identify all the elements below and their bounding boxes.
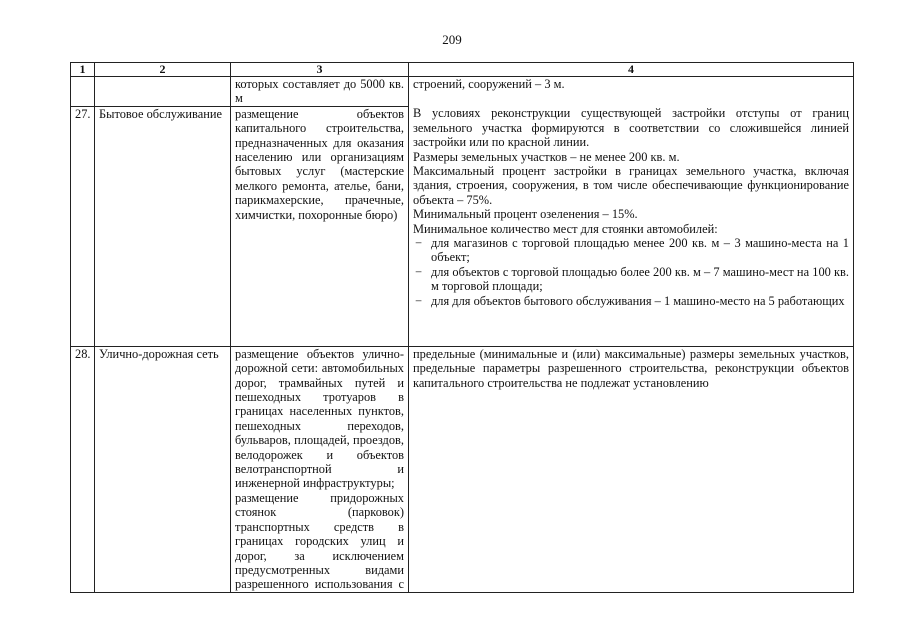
parameters-cell (409, 346, 854, 592)
table-row (71, 346, 854, 592)
use-type-description (231, 106, 409, 346)
dash-bullet: − (415, 264, 422, 279)
parameter-paragraph: Минимальный процент озеленения – 15%. (413, 207, 638, 222)
use-type-name: Улично-дорожная сеть (95, 346, 231, 592)
parameters-cell (409, 106, 854, 346)
cell-text-line: которых составляет до 5000 кв. (235, 77, 404, 91)
cell-text-line: велодорожек и объектов (235, 447, 404, 462)
cell-text-line: предназначенных для оказания (235, 135, 404, 150)
cell-text-line: бытовых услуг (мастерские (235, 164, 404, 179)
cell-text-line: стоянок (парковок) (235, 505, 404, 520)
table-cell (231, 77, 409, 107)
row-number: 28. (71, 346, 95, 592)
parking-requirements-list (413, 236, 849, 308)
cell-text-line: размещение объектов (235, 106, 404, 121)
list-item (413, 294, 849, 308)
cell-text-line: м (235, 91, 243, 106)
cell-text-line: пешеходных переходов, (235, 418, 404, 433)
cell-text-line: населению или организациям (235, 150, 404, 165)
cell-text-line: размещение объектов улично- (235, 346, 404, 361)
page-number: 209 (442, 32, 462, 47)
table-cell (95, 77, 231, 107)
list-item-text: для магазинов с торговой площадью менее 200 кв. м – 3 машино-места на 1 объект; (431, 235, 849, 265)
land-use-table (70, 62, 854, 593)
parameter-paragraph: Размеры земельных участков – не менее 200 кв. м. (413, 149, 680, 164)
cell-text-line: разрешенного использования с (235, 577, 404, 592)
cell-text-line: пешеходных тротуаров в (235, 390, 404, 405)
cell-text-line: капитального строительства, (235, 121, 404, 136)
list-item-text: для объектов с торговой площадью более 200 кв. м – 7 машино-мест на 100 кв. м торговой площади; (431, 264, 849, 294)
table-cell (71, 77, 95, 107)
list-item (413, 236, 849, 265)
use-type-name: Бытовое обслуживание (95, 106, 231, 346)
column-header: 2 (95, 63, 231, 77)
column-header: 4 (409, 63, 854, 77)
column-header: 1 (71, 63, 95, 77)
cell-text-line: дорожной сети: автомобильных (235, 361, 404, 376)
cell-text-line: строений, сооружений – 3 м. (413, 77, 565, 91)
parameter-paragraph: предельные (минимальные и (или) максимальные) размеры земельных участков, предельные параметры разрешенного строительства, реконструкции объектов капитального строительства не подлежат установлению (413, 346, 849, 390)
cell-text-line: предусмотренных видами (235, 562, 404, 577)
cell-text-line: парикмахерские, прачечные, (235, 193, 404, 208)
table-row (71, 77, 854, 107)
parameter-paragraph: В условиях реконструкции существующей застройки отступы от границ земельного участка формируются в соответствии со сложившейся линией застройки или по красной линии. (413, 106, 849, 150)
cell-text-line: дорог, за исключением (235, 548, 404, 563)
list-item-text: для для объектов бытового обслуживания – 1 машино-место на 5 работающих (431, 293, 845, 308)
cell-text-line: велотранспортной и (235, 462, 404, 477)
dash-bullet: − (415, 293, 422, 308)
parameter-paragraph: Максимальный процент застройки в границах земельного участка, включая здания, строения, сооружения, в том числе обеспечивающие функционирование объекта – 75%. (413, 163, 849, 207)
cell-text-line: размещение придорожных (235, 490, 404, 505)
table-row (71, 106, 854, 346)
cell-text-line: химчистки, похоронные бюро) (235, 207, 398, 222)
cell-text-line: транспортных средств в (235, 519, 404, 534)
row-number: 27. (71, 106, 95, 346)
cell-text-line: границах населенных пунктов, (235, 404, 404, 419)
use-type-description (231, 346, 409, 592)
column-header: 3 (231, 63, 409, 77)
cell-text-line: мелкого ремонта, ателье, бани, (235, 178, 404, 193)
list-item (413, 265, 849, 294)
parameter-paragraph: Минимальное количество мест для стоянки автомобилей: (413, 221, 718, 236)
table-cell (409, 77, 854, 107)
cell-text-line: границах городских улиц и (235, 534, 404, 549)
cell-text-line: инженерной инфраструктуры; (235, 476, 395, 491)
cell-text-line: бульваров, площадей, проездов, (235, 433, 404, 448)
cell-text-line: дорог, трамвайных путей и (235, 375, 404, 390)
table-header-row (71, 63, 854, 77)
dash-bullet: − (415, 235, 422, 250)
